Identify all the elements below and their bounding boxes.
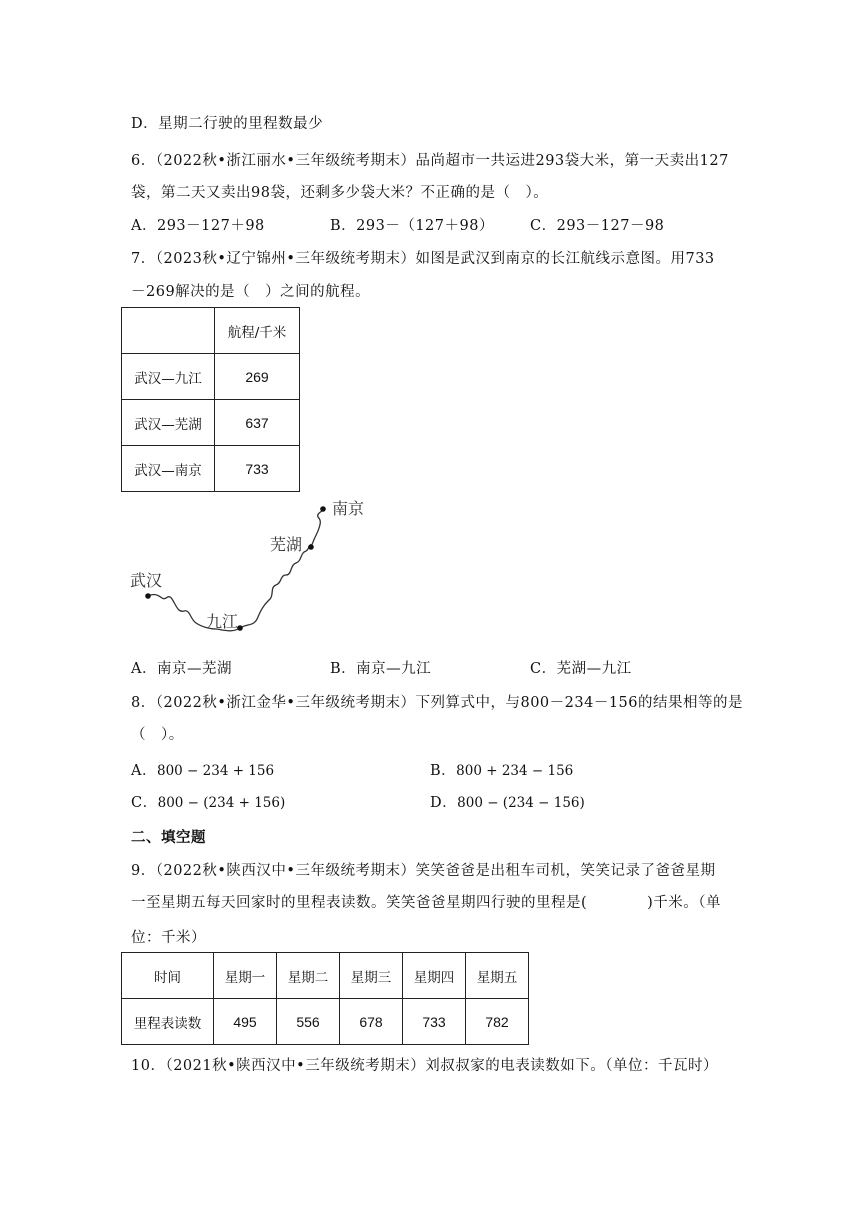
table-header-cell: 时间 — [122, 953, 214, 999]
table-cell: 678 — [340, 999, 403, 1045]
q9-odometer-table — [121, 952, 529, 1045]
table-header-cell — [122, 308, 215, 354]
q7-option-a: A．南京—芜湖 — [131, 661, 232, 677]
q9-text-line1: 9．（2022秋•陕西汉中•三年级统考期末）笑笑爸爸是出租车司机，笑笑记录了爸爸星期 — [131, 863, 716, 879]
nanjing-point — [320, 506, 326, 512]
q7-text-line1: 7．（2023秋•辽宁锦州•三年级统考期末）如图是武汉到南京的长江航线示意图。用733 — [131, 251, 715, 267]
table-cell: 269 — [215, 354, 300, 400]
q6-text-line2: 袋，第二天又卖出98袋，还剩多少袋大米？不正确的是（ ）。 — [131, 185, 549, 201]
table-cell: 556 — [277, 999, 340, 1045]
q7-text-line2: －269解决的是（ ）之间的航程。 — [131, 284, 371, 300]
q6-option-c: C．293－127－98 — [530, 218, 665, 234]
option-letter: A． — [131, 763, 157, 779]
option-letter: C． — [131, 795, 158, 811]
wuhu-point — [308, 544, 314, 550]
jiujiang-label: 九江 — [206, 612, 239, 631]
option-letter: B． — [430, 763, 457, 779]
q6-option-a: A．293－127＋98 — [131, 218, 265, 234]
q8-option-c — [131, 791, 285, 812]
section-title: 二、填空题 — [131, 829, 206, 846]
expression: 800 + 234 − 156 — [456, 763, 574, 779]
table-header-cell: 星期二 — [277, 953, 340, 999]
q7-option-c: C．芜湖—九江 — [530, 661, 632, 677]
jiujiang-point — [237, 625, 243, 631]
q8-option-d — [430, 791, 585, 812]
expression: 800 − (234 − 156) — [457, 795, 585, 811]
expression: 800 − 234 + 156 — [156, 763, 275, 779]
table-cell: 武汉—芜湖 — [122, 400, 215, 446]
q10-text-line1: 10．（2021秋•陕西汉中•三年级统考期末）刘叔叔家的电表读数如下。（单位：千瓦时） — [131, 1058, 718, 1074]
table-cell: 里程表读数 — [122, 999, 214, 1045]
table-header-cell: 星期四 — [403, 953, 466, 999]
q9-text-line2: 一至星期五每天回家时的里程表读数。笑笑爸爸星期四行驶的里程是( )千米。（单 — [131, 895, 722, 911]
table-cell: 武汉—南京 — [122, 446, 215, 492]
table-header-cell: 星期一 — [214, 953, 277, 999]
table-cell: 637 — [215, 400, 300, 446]
river-route-line-upper — [311, 509, 323, 547]
table-header-cell: 星期三 — [340, 953, 403, 999]
nanjing-label: 南京 — [332, 499, 365, 518]
wuhan-point — [145, 593, 151, 599]
q7-option-b: B．南京—九江 — [330, 661, 432, 677]
table-cell: 782 — [466, 999, 529, 1045]
wuhan-label: 武汉 — [130, 571, 163, 590]
table-header-cell: 星期五 — [466, 953, 529, 999]
q8-option-a — [131, 759, 274, 780]
q8-text-line2: （ ）。 — [131, 727, 184, 743]
q9-text-line3: 位：千米） — [131, 930, 206, 946]
table-cell: 武汉—九江 — [122, 354, 215, 400]
q6-option-b: B．293－（127＋98） — [330, 218, 494, 234]
table-cell: 733 — [215, 446, 300, 492]
option-letter: D． — [430, 795, 458, 811]
q8-option-b — [430, 759, 573, 780]
q5-option-d: D．星期二行驶的里程数最少 — [131, 116, 324, 132]
expression: 800 − (234 + 156) — [157, 795, 286, 811]
q7-distance-table — [121, 307, 300, 492]
table-cell: 733 — [403, 999, 466, 1045]
yangtze-route-map — [120, 495, 380, 645]
table-header-cell: 航程/千米 — [215, 308, 300, 354]
wuhu-label: 芜湖 — [270, 535, 303, 554]
table-cell: 495 — [214, 999, 277, 1045]
q6-text-line1: 6．（2022秋•浙江丽水•三年级统考期末）品尚超市一共运进293袋大米，第一天卖出127 — [131, 153, 729, 169]
q8-text-line1: 8．（2022秋•浙江金华•三年级统考期末）下列算式中，与800－234－156的结果相等的是 — [131, 695, 744, 711]
